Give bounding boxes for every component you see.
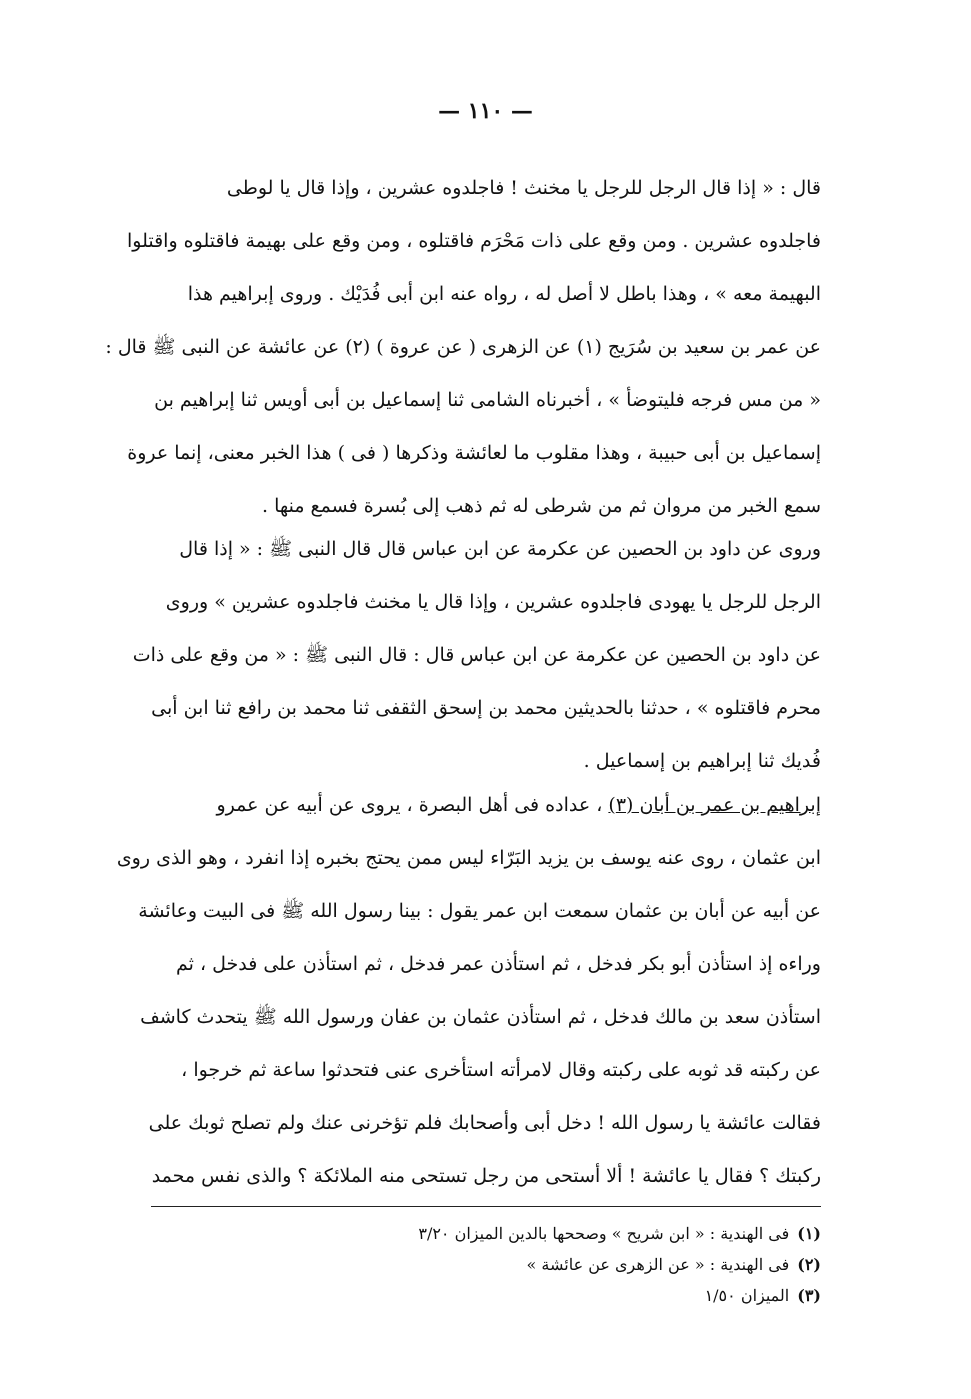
footnote-text: فى الهندية : « ابن شريح » وصححها بالدين الميزان ٣/٢٠ bbox=[418, 1224, 790, 1243]
entry-heading-line bbox=[101, 779, 821, 832]
text-line: فاجلدوه عشرين . ومن وقع على ذات مَحْرَم فاقتلوه ، ومن وقع على بهيمة فاقتلوه واقتلوا bbox=[126, 230, 821, 252]
text-line: فقالت عائشة يا رسول الله ! دخل أبى وأصحابك فلم تؤخرنى عنك ولم تصلح ثوبك على bbox=[148, 1112, 821, 1134]
text-line: الرجل للرجل يا يهودى فاجلدوه عشرين ، وإذا قال يا مخنث فاجلدوه عشرين » وروى bbox=[165, 591, 821, 613]
footnote-divider bbox=[151, 1206, 821, 1207]
paragraph-1 bbox=[101, 162, 821, 533]
text-line: سمع الخبر من مروان ثم من شرطى له ثم ذهب إلى بُسرة فسمع منها . bbox=[261, 495, 821, 517]
text-line: فُديك ثنا إبراهيم بن إسماعيل . bbox=[583, 750, 821, 772]
text-line: عن داود بن الحصين عن عكرمة عن ابن عباس قال : قال النبى ﷺ : « من وقع على ذات bbox=[132, 644, 821, 666]
text-line: البهيمة معه » ، وهذا باطل لا أصل له ، رواه عنه ابن أبى فُدَيْك . وروى إبراهيم هذا bbox=[187, 283, 821, 305]
footnote-marker: (١) bbox=[797, 1224, 821, 1243]
text-line: وراءه إذ استأذن أبو بكر فدخل ، ثم استأذن عمر فدخل ، ثم استأذن على فدخل ، ثم bbox=[175, 953, 821, 975]
text-line: قال : « إذا قال الرجل للرجل يا مخنث ! فاجلدوه عشرين ، وإذا قال يا لوطى bbox=[226, 177, 821, 199]
footnote-item bbox=[151, 1249, 821, 1280]
footnote-marker: (٢) bbox=[797, 1255, 821, 1274]
text-line: ابن عثمان ، روى عنه يوسف بن يزيد البَرّاء ليس ممن يحتج بخبره إذا انفرد ، وهو الذى روى bbox=[116, 847, 821, 869]
footnote-text: الميزان ١/٥٠ bbox=[704, 1286, 790, 1305]
entry-heading: إبراهيم بن عمر بن أبان (٣) bbox=[608, 794, 821, 816]
footnotes bbox=[151, 1218, 821, 1311]
footnote-item bbox=[151, 1218, 821, 1249]
text-line: استأذن سعد بن مالك فدخل ، ثم استأذن عثمان بن عفان ورسول الله ﷺ يتحدث كاشف bbox=[140, 1006, 821, 1028]
entry-ibrahim-ibn-umar bbox=[101, 779, 821, 1203]
text-line: عن ركبته قد ثوبه على ركبته وقال لامرأته استأخرى عنى فتحدثوا ساعة ثم خرجوا ، bbox=[181, 1059, 821, 1081]
text-line: « من مس فرجه فليتوضأ » ، أخبرناه الشامى ثنا إسماعيل بن أبى أويس ثنا إبراهيم بن bbox=[154, 389, 821, 411]
entry-heading-rest: ، عداده فى أهل البصرة ، يروى عن أبيه عن عمرو bbox=[216, 794, 609, 816]
text-line: محرم فاقتلوه » ، حدثنا بالحديثين محمد بن إسحق الثقفى ثنا محمد بن رافع ثنا ابن أبى bbox=[151, 697, 821, 719]
text-line: ركبتك ؟ فقال يا عائشة ! ألا أستحى من رجل تستحى منه الملائكة ؟ والذى نفس محمد bbox=[151, 1165, 821, 1187]
page-number: — ١١٠ — bbox=[438, 98, 533, 124]
footnote-item bbox=[151, 1280, 821, 1311]
footnote-marker: (٣) bbox=[797, 1286, 821, 1305]
text-line: إسماعيل بن أبى حبيبة ، وهذا مقلوب ما لعائشة وذكرها ( فى ) هذا الخبر معنى، إنما عروة bbox=[127, 442, 821, 464]
text-line: عن عمر بن سعيد بن سُرَيج (١) عن الزهرى ( عن عروة ) (٢) عن عائشة عن النبى ﷺ قال : bbox=[105, 336, 821, 358]
footnote-text: فى الهندية : « عن الزهرى عن عائشة » bbox=[526, 1255, 790, 1274]
paragraph-2 bbox=[101, 523, 821, 788]
text-line: وروى عن داود بن الحصين عن عكرمة عن ابن عباس قال قال النبى ﷺ : « إذا قال bbox=[179, 538, 821, 560]
text-line: عن أبيه عن أبان بن عثمان سمعت ابن عمر يقول : بينا رسول الله ﷺ فى البيت وعائشة bbox=[138, 900, 821, 922]
